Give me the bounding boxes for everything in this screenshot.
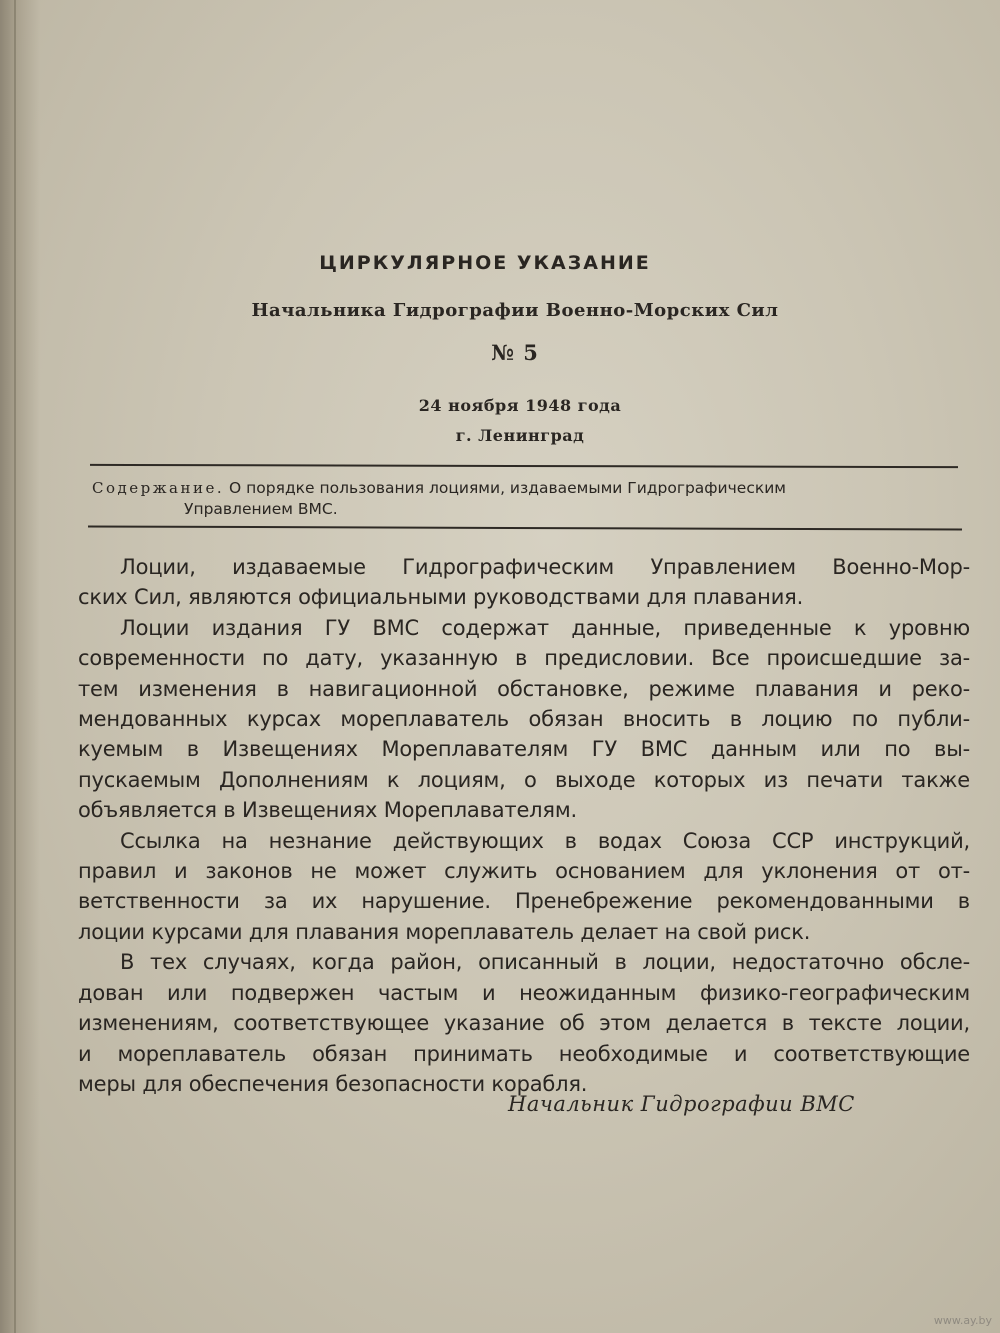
summary-block bbox=[92, 478, 958, 520]
document-date: 24 ноября 1948 года bbox=[418, 396, 622, 415]
body-line: ветственности за их нарушение. Пренебрежение рекомендованными в bbox=[78, 889, 970, 914]
body-line: изменениям, соответствующее указание об этом делается в тексте лоции, bbox=[78, 1011, 970, 1036]
watermark: www.ay.by bbox=[933, 1314, 992, 1327]
body-line: правил и законов не может служить основанием для уклонения от от- bbox=[78, 859, 970, 884]
body-line: и мореплаватель обязан принимать необходимые и соответствующие bbox=[78, 1041, 970, 1066]
body-line: Лоции, издаваемые Гидрографическим Управлением Военно-Мор- bbox=[120, 555, 970, 579]
body-line: современности по дату, указанную в предисловии. Все происшедшие за- bbox=[78, 646, 970, 671]
document-city: г. Ленинград bbox=[455, 426, 585, 445]
document-subtitle: Начальника Гидрографии Военно-Морских Сил bbox=[251, 300, 779, 321]
body-line: тем изменения в навигационной обстановке, режиме плавания и реко- bbox=[78, 676, 970, 701]
body-line: В тех случаях, когда район, описанный в лоции, недостаточно обсле- bbox=[120, 950, 970, 975]
body-line: Лоции издания ГУ ВМС содержат данные, приведенные к уровню bbox=[120, 615, 970, 640]
signature: Начальник Гидрографии ВМС bbox=[508, 1092, 855, 1116]
summary-line-2: Управлением ВМС. bbox=[184, 500, 338, 518]
top-divider bbox=[90, 464, 958, 468]
body-line: куемым в Извещениях Мореплавателям ГУ ВМС данным или по вы- bbox=[78, 737, 970, 762]
body-line: ских Сил, являются официальными руководствами для плавания. bbox=[78, 585, 804, 610]
body-line: лоции курсами для плавания мореплаватель делает на свой риск. bbox=[78, 919, 811, 944]
document-title: ЦИРКУЛЯРНОЕ УКАЗАНИЕ bbox=[319, 252, 651, 274]
document-number: № 5 bbox=[491, 340, 539, 365]
binding-shadow bbox=[0, 0, 40, 1333]
body-line: дован или подвержен частым и неожиданным физико-географическим bbox=[78, 980, 970, 1005]
body-text bbox=[78, 552, 970, 1099]
body-line: меры для обеспечения безопасности корабля. bbox=[78, 1071, 588, 1096]
summary-line-1: О порядке пользования лоциями, издаваемыми Гидрографическим bbox=[229, 479, 786, 497]
body-line: пускаемым Дополнениям к лоциям, о выходе которых из печати также bbox=[78, 767, 970, 792]
body-line: объявляется в Извещениях Мореплавателям. bbox=[78, 798, 577, 823]
bottom-divider bbox=[88, 525, 962, 530]
binding-edge bbox=[14, 0, 16, 1333]
body-line: Ссылка на незнание действующих в водах Союза ССР инструкций, bbox=[120, 828, 970, 853]
body-line: мендованных курсах мореплаватель обязан вносить в лоцию по публи- bbox=[78, 707, 970, 732]
summary-lead: Содержание. bbox=[92, 479, 225, 497]
